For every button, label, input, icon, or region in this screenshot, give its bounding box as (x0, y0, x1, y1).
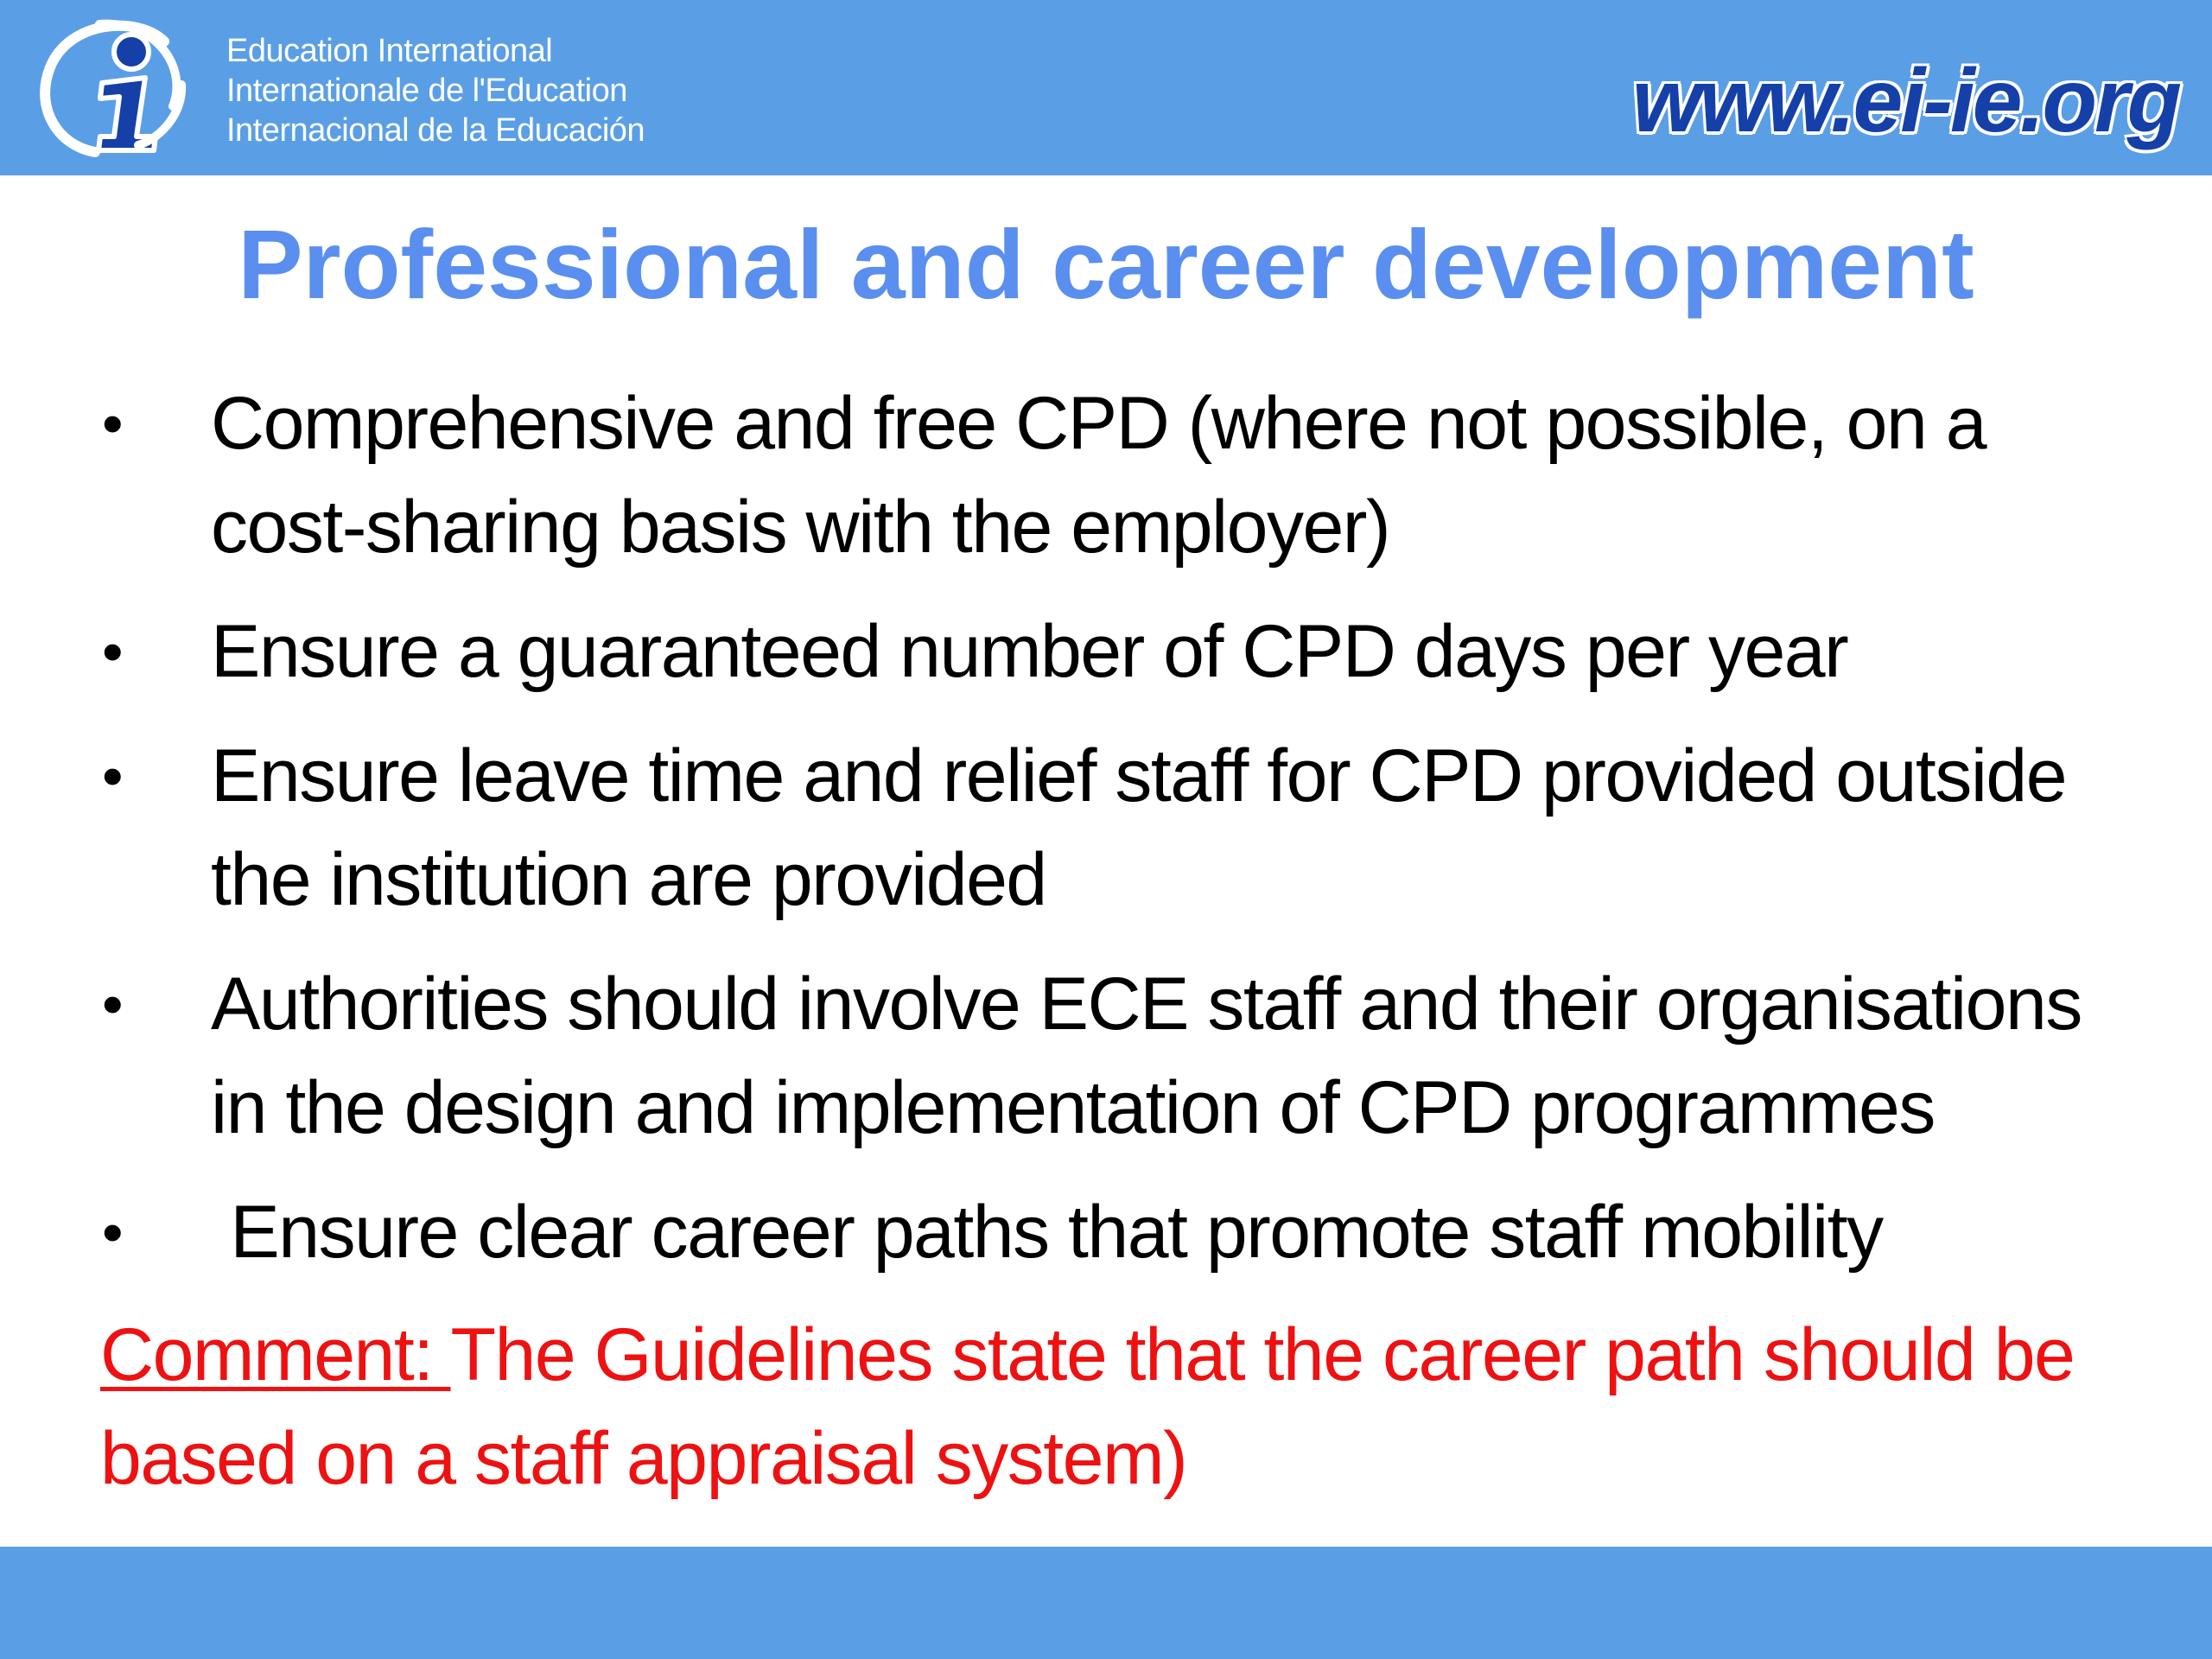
bullet-dot: • (102, 742, 123, 810)
bullet-item (0, 724, 2212, 931)
footer-band (0, 1547, 2212, 1659)
website-url: www.ei-ie.org (1631, 51, 2179, 151)
ei-logo-icon (35, 16, 190, 158)
bullet-item (0, 952, 2212, 1160)
bullet-item (0, 1180, 2212, 1284)
bullet-text: Ensure a guaranteed number of CPD days per year (211, 610, 1848, 693)
comment-text: The Guidelines state that the career path should be based on a staff appraisal system) (100, 1313, 2075, 1500)
bullet-text: Comprehensive and free CPD (where not possible, on a cost-sharing basis with the employer) (211, 382, 1986, 569)
bullet-text: Ensure leave time and relief staff for CPD provided outside the institution are provided (211, 734, 2067, 921)
bullet-dot: • (102, 618, 123, 685)
bullet-text: Ensure clear career paths that promote staff mobility (211, 1191, 1883, 1274)
bullet-dot: • (102, 970, 123, 1038)
org-names (226, 31, 645, 150)
bullet-dot: • (102, 1198, 123, 1266)
bullet-list (0, 372, 2212, 1305)
org-name-es: Internacional de la Educación (226, 112, 645, 149)
org-name-en: Education International (226, 33, 553, 69)
bullet-text: Authorities should involve ECE staff and their organisations in the design and implementation of CPD programmes (211, 963, 2082, 1149)
slide-title: Professional and career development (238, 210, 1974, 319)
comment-label: Comment: (100, 1313, 451, 1396)
header-band (0, 0, 2212, 175)
org-name-fr: Internationale de l'Education (226, 73, 627, 109)
bullet-dot: • (102, 390, 123, 457)
comment-note (100, 1303, 2157, 1510)
bullet-item (0, 600, 2212, 703)
bullet-item (0, 372, 2212, 579)
